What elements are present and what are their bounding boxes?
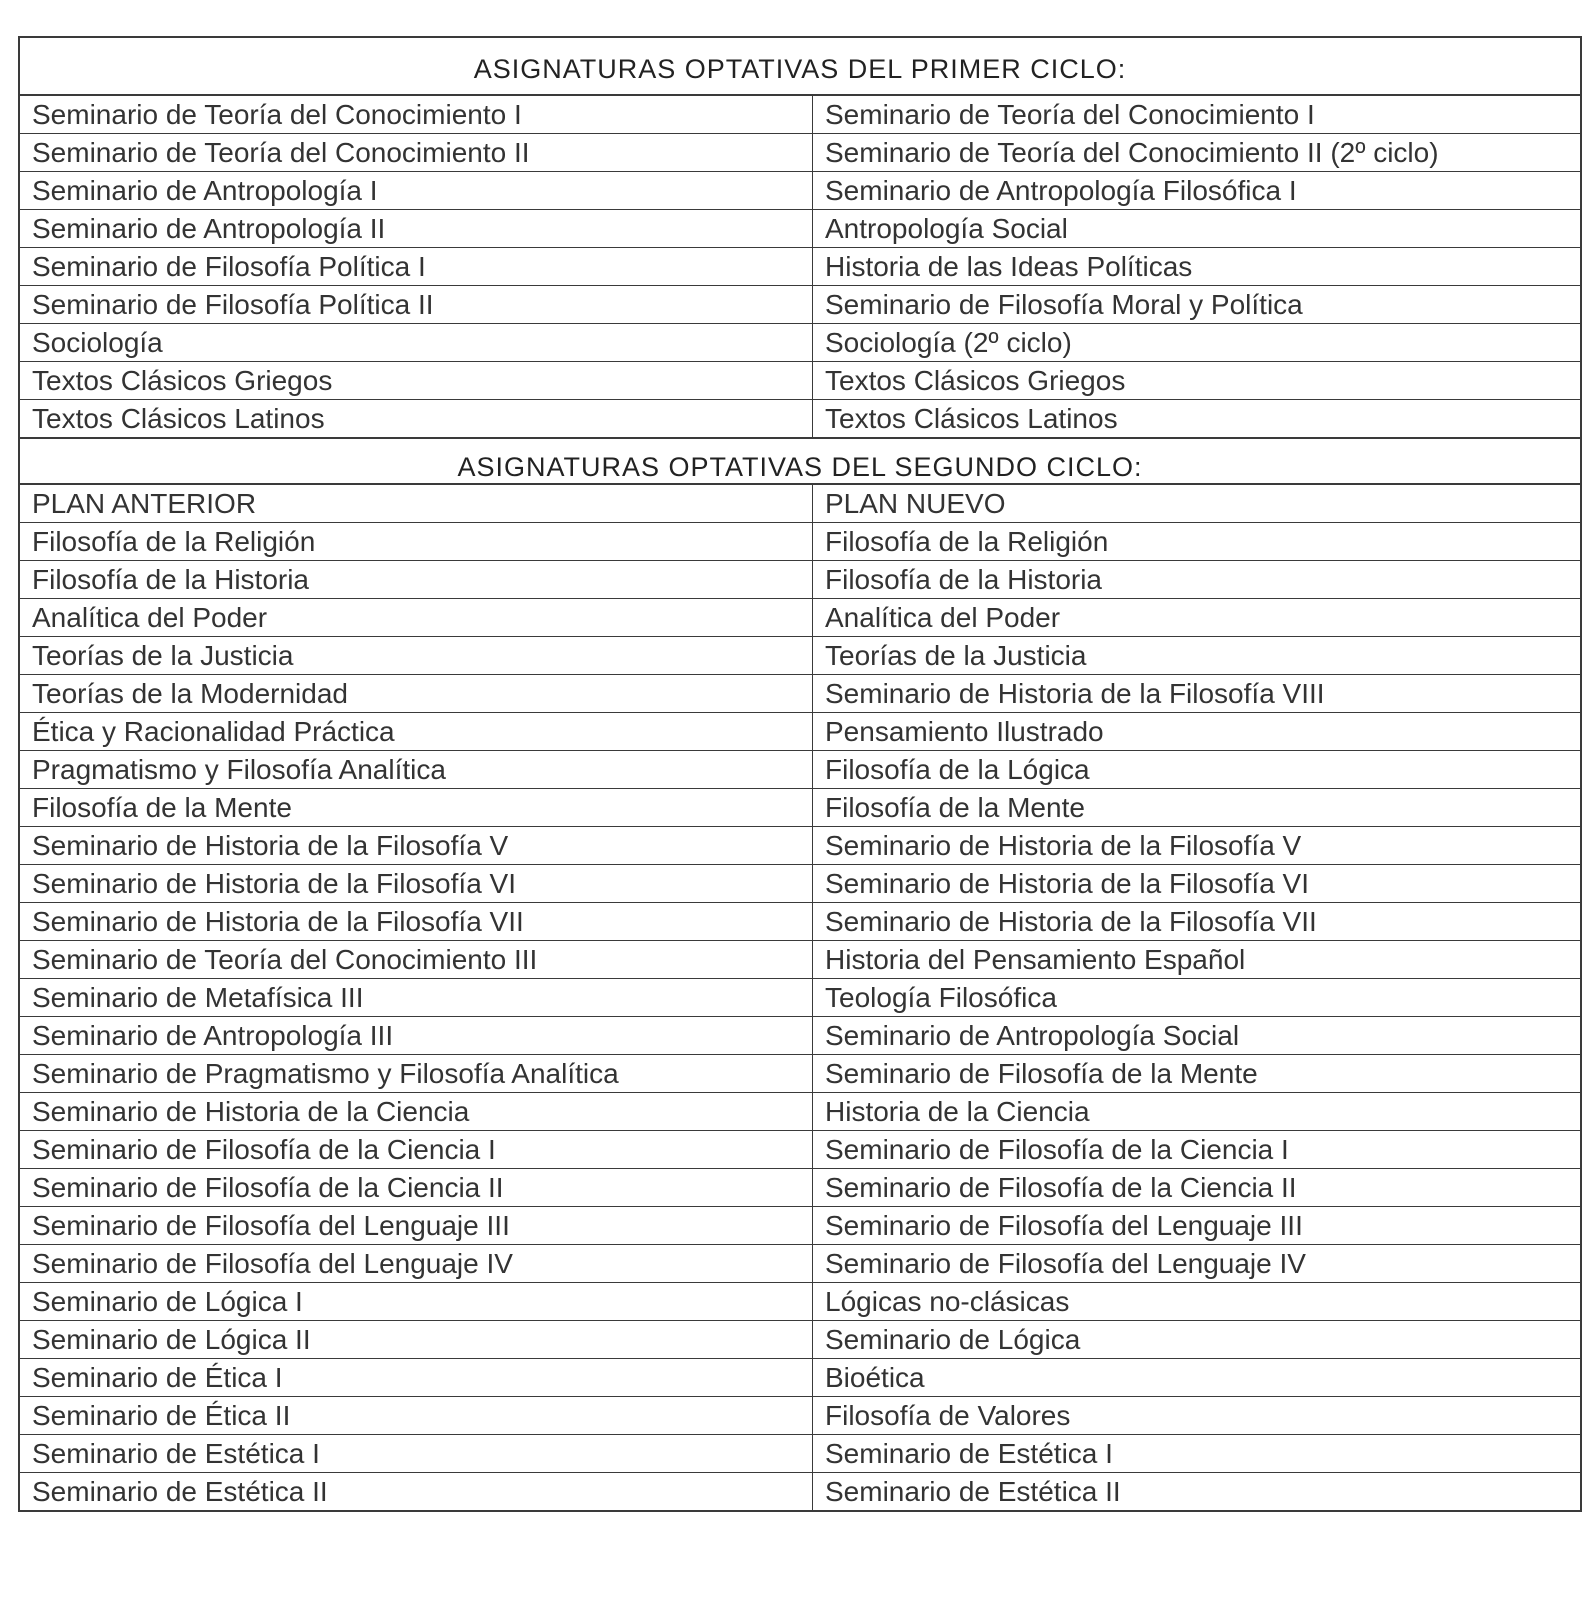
new-plan-cell: Bioética: [813, 1359, 1581, 1397]
table-row: [20, 286, 1580, 324]
section2-rows: [20, 485, 1580, 1510]
old-plan-cell: Seminario de Filosofía del Lenguaje III: [20, 1207, 813, 1245]
old-plan-cell: Seminario de Teoría del Conocimiento II: [20, 134, 813, 172]
section1-rows: [20, 96, 1580, 437]
new-plan-cell: Seminario de Antropología Social: [813, 1017, 1581, 1055]
old-plan-cell: Seminario de Teoría del Conocimiento III: [20, 941, 813, 979]
new-plan-cell: Sociología (2º ciclo): [813, 324, 1581, 362]
new-plan-cell: Filosofía de la Mente: [813, 789, 1581, 827]
old-plan-cell: Seminario de Teoría del Conocimiento I: [20, 96, 813, 134]
table-row: [20, 248, 1580, 286]
old-plan-cell: Seminario de Filosofía de la Ciencia II: [20, 1169, 813, 1207]
new-plan-cell: Antropología Social: [813, 210, 1581, 248]
table-row: [20, 979, 1580, 1017]
old-plan-cell: Seminario de Ética II: [20, 1397, 813, 1435]
new-plan-cell: Filosofía de la Lógica: [813, 751, 1581, 789]
old-plan-cell: Analítica del Poder: [20, 599, 813, 637]
new-plan-cell: Filosofía de la Religión: [813, 523, 1581, 561]
old-plan-cell: Seminario de Filosofía de la Ciencia I: [20, 1131, 813, 1169]
old-plan-cell: Pragmatismo y Filosofía Analítica: [20, 751, 813, 789]
table-row: [20, 599, 1580, 637]
table-row: [20, 827, 1580, 865]
new-plan-cell: Seminario de Lógica: [813, 1321, 1581, 1359]
header-plan-anterior: PLAN ANTERIOR: [20, 485, 813, 523]
old-plan-cell: Seminario de Estética I: [20, 1435, 813, 1473]
table-row: [20, 1055, 1580, 1093]
table-row: [20, 1321, 1580, 1359]
table-row: [20, 941, 1580, 979]
table-row: [20, 1359, 1580, 1397]
old-plan-cell: Teorías de la Modernidad: [20, 675, 813, 713]
header-row: [20, 485, 1580, 523]
old-plan-cell: Seminario de Filosofía Política II: [20, 286, 813, 324]
table-row: [20, 865, 1580, 903]
new-plan-cell: Historia de las Ideas Políticas: [813, 248, 1581, 286]
old-plan-cell: Textos Clásicos Latinos: [20, 400, 813, 438]
section1-title: ASIGNATURAS OPTATIVAS DEL PRIMER CICLO:: [20, 38, 1580, 96]
table-row: [20, 1435, 1580, 1473]
table-row: [20, 751, 1580, 789]
old-plan-cell: Textos Clásicos Griegos: [20, 362, 813, 400]
new-plan-cell: Historia de la Ciencia: [813, 1093, 1581, 1131]
new-plan-cell: Teología Filosófica: [813, 979, 1581, 1017]
old-plan-cell: Seminario de Filosofía del Lenguaje IV: [20, 1245, 813, 1283]
new-plan-cell: Lógicas no-clásicas: [813, 1283, 1581, 1321]
new-plan-cell: Filosofía de la Historia: [813, 561, 1581, 599]
old-plan-cell: Seminario de Lógica II: [20, 1321, 813, 1359]
old-plan-cell: Seminario de Metafísica III: [20, 979, 813, 1017]
new-plan-cell: Seminario de Teoría del Conocimiento II (2º ciclo): [813, 134, 1581, 172]
section2-title: ASIGNATURAS OPTATIVAS DEL SEGUNDO CICLO:: [20, 437, 1580, 485]
table-row: [20, 1131, 1580, 1169]
table-row: [20, 1245, 1580, 1283]
table-row: [20, 134, 1580, 172]
old-plan-cell: Sociología: [20, 324, 813, 362]
new-plan-cell: Textos Clásicos Latinos: [825, 403, 1118, 434]
old-plan-cell: Filosofía de la Mente: [20, 789, 813, 827]
new-plan-cell: Seminario de Filosofía del Lenguaje IV: [813, 1245, 1581, 1283]
old-plan-cell: Seminario de Historia de la Filosofía V: [20, 827, 813, 865]
table-row: [20, 172, 1580, 210]
section1-table: [20, 96, 1580, 437]
table-row: [20, 1207, 1580, 1245]
old-plan-cell: Seminario de Antropología II: [20, 210, 813, 248]
old-plan-cell: Seminario de Historia de la Ciencia: [20, 1093, 813, 1131]
header-plan-nuevo: PLAN NUEVO: [813, 485, 1581, 523]
table-row: [20, 561, 1580, 599]
table-row: [20, 210, 1580, 248]
table-row: [20, 1093, 1580, 1131]
new-plan-cell: Seminario de Filosofía de la Ciencia II: [813, 1169, 1581, 1207]
table-row: [20, 523, 1580, 561]
old-plan-cell: Seminario de Historia de la Filosofía VI: [20, 865, 813, 903]
new-plan-cell: Historia del Pensamiento Español: [813, 941, 1581, 979]
old-plan-cell: Seminario de Antropología III: [20, 1017, 813, 1055]
table-row: [20, 789, 1580, 827]
table-row: [20, 903, 1580, 941]
new-plan-cell: Seminario de Historia de la Filosofía VII: [813, 903, 1581, 941]
old-plan-cell: Seminario de Historia de la Filosofía VII: [20, 903, 813, 941]
new-plan-cell: Seminario de Filosofía Moral y Política: [813, 286, 1581, 324]
new-plan-cell: Seminario de Filosofía del Lenguaje III: [813, 1207, 1581, 1245]
new-plan-cell: Seminario de Filosofía de la Ciencia I: [813, 1131, 1581, 1169]
new-plan-cell: Seminario de Historia de la Filosofía VIII: [813, 675, 1581, 713]
old-plan-cell: Ética y Racionalidad Práctica: [20, 713, 813, 751]
new-plan-cell: Seminario de Historia de la Filosofía VI: [813, 865, 1581, 903]
new-plan-cell: Seminario de Estética I: [813, 1435, 1581, 1473]
old-plan-cell: Seminario de Pragmatismo y Filosofía Analítica: [20, 1055, 813, 1093]
old-plan-cell: Seminario de Ética I: [20, 1359, 813, 1397]
old-plan-cell: Filosofía de la Historia: [20, 561, 813, 599]
table-row: [20, 324, 1580, 362]
old-plan-cell: Seminario de Estética II: [20, 1473, 813, 1511]
new-plan-cell: Seminario de Teoría del Conocimiento I: [813, 96, 1581, 134]
table-row: [20, 1169, 1580, 1207]
old-plan-cell: Filosofía de la Religión: [20, 523, 813, 561]
new-plan-cell: Analítica del Poder: [813, 599, 1581, 637]
new-plan-cell: Pensamiento Ilustrado: [813, 713, 1581, 751]
new-plan-cell: Seminario de Historia de la Filosofía V: [813, 827, 1581, 865]
table-row: [20, 1283, 1580, 1321]
new-plan-cell: Filosofía de Valores: [813, 1397, 1581, 1435]
new-plan-cell: Seminario de Filosofía de la Mente: [813, 1055, 1581, 1093]
old-plan-cell: Seminario de Antropología I: [20, 172, 813, 210]
new-plan-cell: Textos Clásicos Griegos: [813, 362, 1581, 400]
table-row: [20, 96, 1580, 134]
section2-table: [20, 485, 1580, 1510]
new-plan-cell: Seminario de Antropología Filosófica I: [813, 172, 1581, 210]
new-plan-cell: Teorías de la Justicia: [813, 637, 1581, 675]
table-row: [20, 1397, 1580, 1435]
old-plan-cell: Seminario de Filosofía Política I: [20, 248, 813, 286]
table-row: [20, 713, 1580, 751]
table-row: [20, 637, 1580, 675]
table-row: [20, 400, 1580, 438]
old-plan-cell: Teorías de la Justicia: [20, 637, 813, 675]
table-row: [20, 1017, 1580, 1055]
old-plan-cell: Seminario de Lógica I: [20, 1283, 813, 1321]
table-row: [20, 675, 1580, 713]
table-row: [20, 362, 1580, 400]
table-row: [20, 1473, 1580, 1511]
new-plan-cell: Seminario de Estética II: [825, 1476, 1121, 1507]
document-table: [18, 36, 1582, 1512]
